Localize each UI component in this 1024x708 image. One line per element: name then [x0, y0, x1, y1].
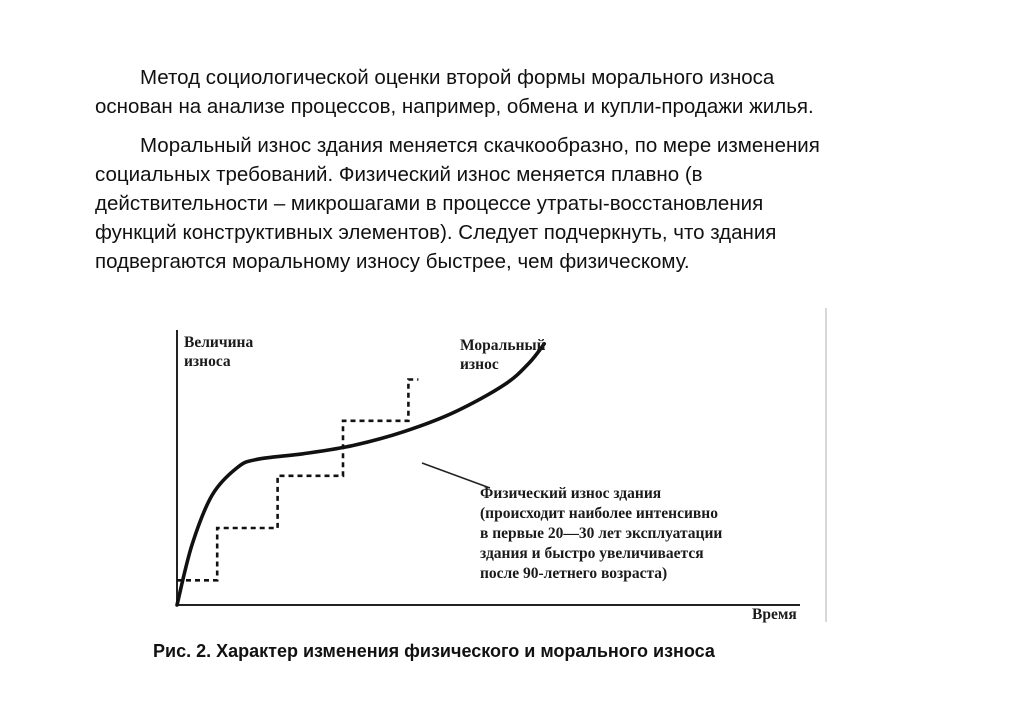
- physical-wear-label-line: Физический износ здания: [480, 485, 662, 502]
- paragraph-2: [95, 131, 935, 276]
- paragraph-2-line: Моральный износ здания меняется скачкообразно, по мере изменения: [140, 134, 820, 157]
- paragraph-1-line: основан на анализе процессов, например, обмена и купли-продажи жилья.: [95, 95, 814, 118]
- figure-caption: Рис. 2. Характер изменения физического и морального износа: [153, 641, 715, 661]
- physical-wear-label: [480, 484, 722, 584]
- wear-chart: [160, 300, 840, 630]
- y-axis-label-line: износа: [184, 353, 231, 370]
- moral-wear-label: [460, 336, 546, 374]
- x-axis-label: Время: [752, 606, 797, 623]
- moral-wear-line: [177, 380, 418, 581]
- moral-wear-label-line: износ: [460, 356, 499, 373]
- paragraph-2-line: подвергаются моральному износу быстрее, чем физическому.: [95, 250, 690, 273]
- physical-wear-label-line: здания и быстро увеличивается: [480, 545, 704, 562]
- physical-wear-label-line: (происходит наиболее интенсивно: [480, 505, 718, 522]
- paragraph-2-line: функций конструктивных элементов). Следует подчеркнуть, что здания: [95, 221, 777, 244]
- physical-wear-label-line: после 90-летнего возраста): [480, 565, 668, 582]
- paragraph-1: [95, 63, 935, 121]
- y-axis-label-line: Величина: [184, 334, 254, 351]
- moral-wear-label-line: Моральный: [460, 337, 546, 354]
- paragraph-1-line: Метод социологической оценки второй формы морального износа: [140, 66, 775, 89]
- physical-wear-label-line: в первые 20—30 лет эксплуатации: [480, 525, 723, 542]
- paragraph-2-line: социальных требований. Физический износ меняется плавно (в: [95, 163, 703, 186]
- y-axis-label: [184, 333, 253, 371]
- paragraph-2-line: действительности – микрошагами в процессе утраты-восстановления: [95, 192, 764, 215]
